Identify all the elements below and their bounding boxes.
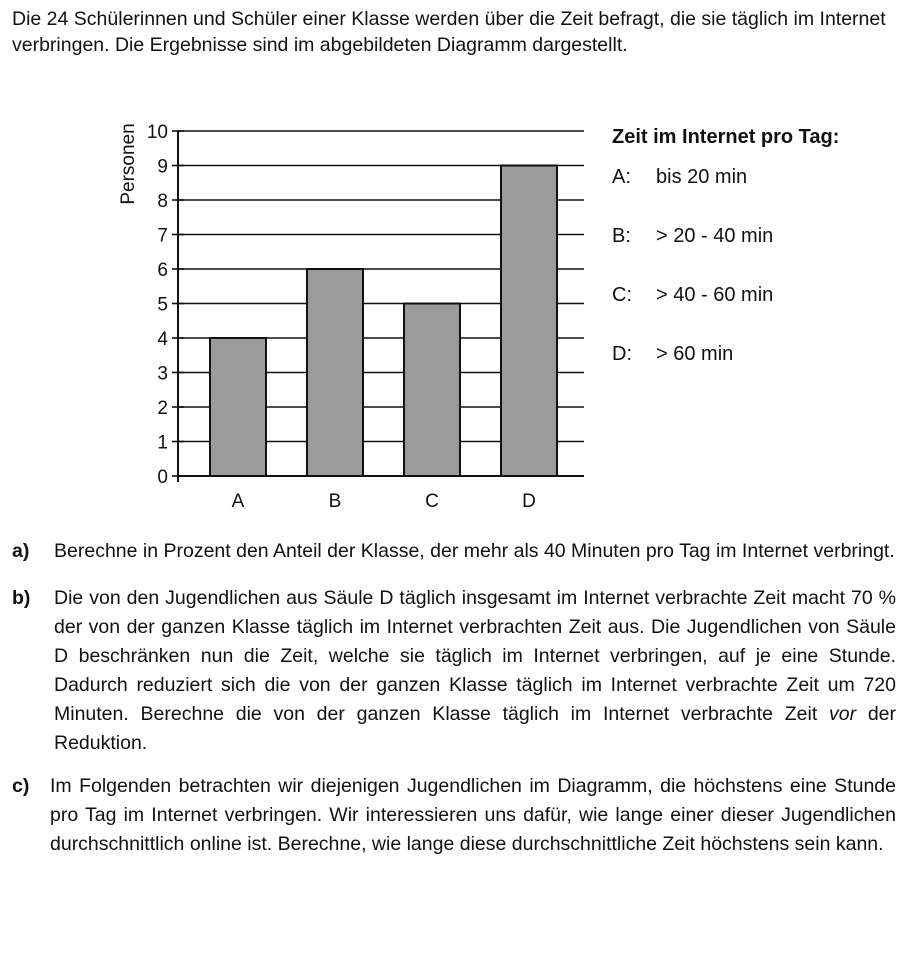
y-tick-label: 4 [157, 329, 168, 350]
task-letter: b) [12, 587, 31, 609]
legend-item-a [612, 164, 892, 190]
task-text-end: der Reduktion. [54, 703, 897, 754]
legend-label: bis 20 min [656, 166, 748, 188]
legend-label: > 20 - 40 min [656, 225, 774, 247]
x-tick-label: B [328, 491, 342, 512]
x-tick-label: D [522, 491, 536, 512]
legend-label: > 60 min [656, 343, 734, 365]
legend-item-b [612, 223, 892, 249]
task-c [12, 772, 896, 859]
task-text-main: Die von den Jugendlichen aus Säule D täglich insgesamt im Internet verbrachte Zeit macht 70 % der von der ganzen Klasse täglich im Internet verbrachten Zeit aus. Die Jugendlichen von Säule D beschränken nun die Zeit, welche sie täglich im Internet verbringen, auf je eine Stunde. Dadurch reduziert sich die von der ganzen Klasse täglich im Internet verbrachte Zeit um 720 Minuten. Berechne die von der ganzen Klasse täglich im Internet verbrachte Zeit [54, 587, 896, 725]
y-tick-label: 7 [157, 225, 168, 247]
legend-label: > 40 - 60 min [656, 284, 774, 306]
y-tick-label: 9 [157, 156, 168, 178]
legend-key: C: [612, 284, 632, 306]
legend-key: B: [612, 225, 631, 247]
y-tick-label: 0 [157, 467, 168, 488]
task-text: Im Folgenden betrachten wir diejenigen Jugendlichen im Diagramm, die höchstens eine Stunde pro Tag im Internet verbringen. Wir interessieren uns dafür, wie lange einer dieser Jugendlichen durchschnittlich online ist. Berechne, wie lange diese durchschnittliche Zeit höchstens sein kann. [50, 775, 896, 855]
y-tick-label: 2 [157, 398, 168, 419]
bar-a [210, 338, 266, 476]
bar-c [404, 304, 460, 477]
legend-title: Zeit im Internet pro Tag: [612, 126, 840, 148]
intro-text: Die 24 Schülerinnen und Schüler einer Klasse werden über die Zeit befragt, die sie täglich im Internet verbringen. Die Ergebnisse sind im abgebildeten Diagramm dargestellt. [12, 8, 886, 56]
y-tick-label: 5 [157, 294, 168, 316]
legend-key: D: [612, 343, 632, 365]
y-axis-label: Personen [118, 123, 139, 205]
y-tick-label: 3 [157, 363, 168, 385]
legend-item-c [612, 282, 892, 308]
chart-legend [612, 122, 892, 400]
task-letter: a) [12, 540, 30, 562]
y-tick-label: 1 [157, 432, 168, 454]
chart-bars [210, 166, 557, 477]
task-text: Berechne in Prozent den Anteil der Klasse, der mehr als 40 Minuten pro Tag im Internet verbringt. [54, 540, 895, 562]
x-tick-label: A [231, 491, 245, 512]
task-text [54, 584, 896, 758]
y-tick-label: 8 [157, 191, 168, 212]
task-list [12, 537, 896, 859]
legend-key: A: [612, 166, 631, 188]
bar-chart [0, 110, 600, 520]
legend-item-d [612, 341, 892, 367]
bar-d [501, 166, 557, 477]
task-letter: c) [12, 775, 30, 797]
task-a [12, 537, 896, 566]
bar-b [307, 269, 363, 476]
task-b [12, 584, 896, 758]
x-tick-label: C [425, 491, 439, 512]
y-tick-label: 10 [146, 122, 168, 143]
y-tick-label: 6 [157, 260, 168, 281]
task-text-emphasis: vor [828, 703, 857, 725]
